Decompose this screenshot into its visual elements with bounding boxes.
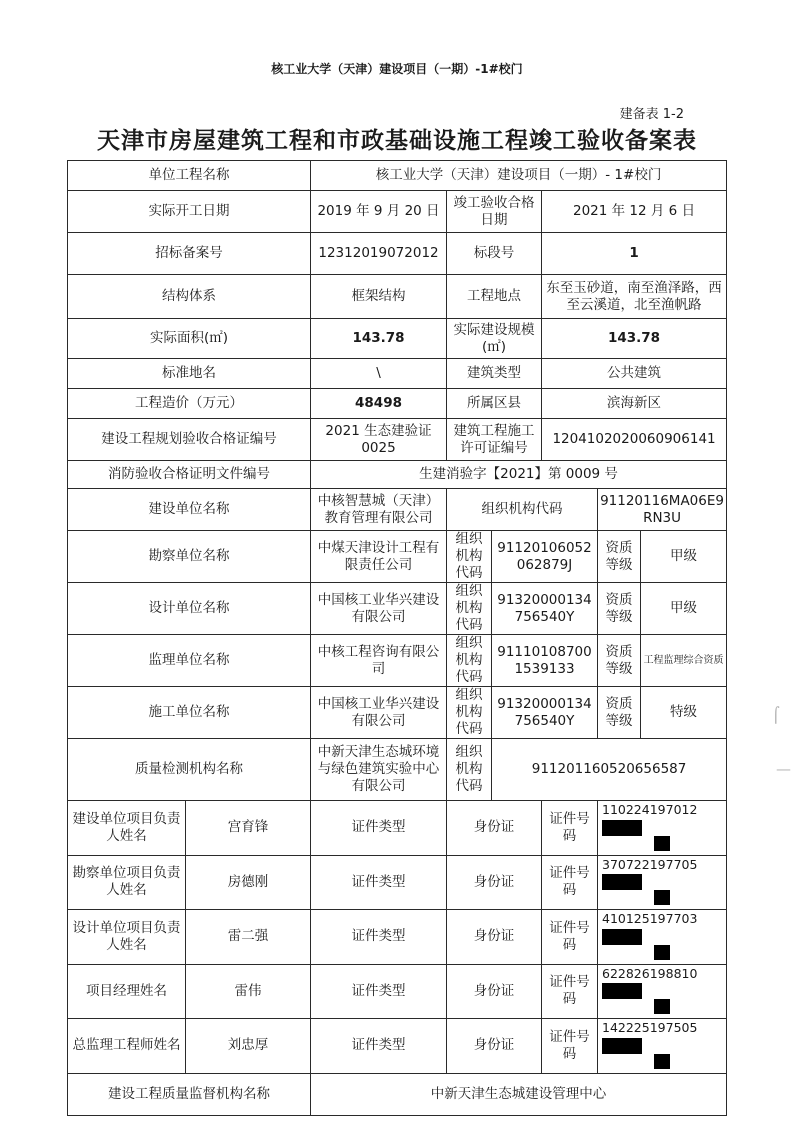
person-role: 建设单位项目负责人姓名 <box>68 801 186 856</box>
label-building-type: 建筑类型 <box>447 359 542 389</box>
cert-no-value <box>598 964 727 1019</box>
id-prefix: 370722197705 <box>602 856 698 872</box>
value-structure: 框架结构 <box>311 275 447 319</box>
label-fire-cert: 消防验收合格证明文件编号 <box>68 461 311 489</box>
value-building-type: 公共建筑 <box>542 359 727 389</box>
qualification-value: 甲级 <box>641 583 727 635</box>
label-location: 工程地点 <box>447 275 542 319</box>
row-unit-supervision <box>68 635 727 687</box>
label-planning-cert: 建设工程规划验收合格证编号 <box>68 419 311 461</box>
cert-no-label: 证件号码 <box>542 964 598 1019</box>
row-area <box>68 319 727 359</box>
value-supervision-org: 中新天津生态城建设管理中心 <box>311 1073 727 1115</box>
redaction-block <box>602 1038 642 1054</box>
redaction-block <box>654 836 670 851</box>
person-role: 总监理工程师姓名 <box>68 1019 186 1074</box>
redaction-block <box>654 945 670 960</box>
org-code-label: 组织机构代码 <box>447 739 492 801</box>
cert-no-value <box>598 855 727 910</box>
org-code-value: 91320000134756540Y <box>492 687 598 739</box>
label-standard-name: 标准地名 <box>68 359 311 389</box>
id-prefix: 110224197012 <box>602 802 698 817</box>
org-code-value: 911201160520656587 <box>492 739 727 801</box>
label-permit: 建筑工程施工许可证编号 <box>447 419 542 461</box>
cert-type-value: 身份证 <box>447 964 542 1019</box>
page-header: 核工业大学（天津）建设项目（一期）-1#校门 <box>271 62 523 76</box>
cert-type-label: 证件类型 <box>311 801 447 856</box>
label-bid-record: 招标备案号 <box>68 233 311 275</box>
org-code-label: 组织机构代码 <box>447 489 598 531</box>
margin-scribble-mark: ⌠ <box>772 706 780 724</box>
cert-type-label: 证件类型 <box>311 910 447 965</box>
row-person <box>68 855 727 910</box>
row-unit-testing <box>68 739 727 801</box>
row-unit-builder <box>68 489 727 531</box>
unit-label: 质量检测机构名称 <box>68 739 311 801</box>
label-unit-project: 单位工程名称 <box>68 161 311 191</box>
org-code-label: 组织机构代码 <box>447 583 492 635</box>
redaction-block <box>654 999 670 1014</box>
redaction-block <box>654 890 670 905</box>
label-acceptance-date: 竣工验收合格日期 <box>447 191 542 233</box>
value-standard-name: \ <box>311 359 447 389</box>
record-table <box>67 160 727 1116</box>
cert-type-value: 身份证 <box>447 855 542 910</box>
unit-label: 设计单位名称 <box>68 583 311 635</box>
row-unit-survey <box>68 531 727 583</box>
row-dates <box>68 191 727 233</box>
unit-name: 中煤天津设计工程有限责任公司 <box>311 531 447 583</box>
value-unit-project: 核工业大学（天津）建设项目（一期）- 1#校门 <box>311 161 727 191</box>
row-structure <box>68 275 727 319</box>
id-prefix: 142225197505 <box>602 1020 698 1035</box>
value-bid-record: 12312019072012 <box>311 233 447 275</box>
redaction-block <box>602 929 642 945</box>
unit-name: 中核工程咨询有限公司 <box>311 635 447 687</box>
qualification-value: 甲级 <box>641 531 727 583</box>
row-person <box>68 964 727 1019</box>
row-supervision-org <box>68 1073 727 1115</box>
cert-no-label: 证件号码 <box>542 801 598 856</box>
unit-label: 建设单位名称 <box>68 489 311 531</box>
person-name: 雷伟 <box>186 964 311 1019</box>
org-code-label: 组织机构代码 <box>447 687 492 739</box>
value-area: 143.78 <box>311 319 447 359</box>
label-structure: 结构体系 <box>68 275 311 319</box>
value-acceptance-date: 2021 年 12 月 6 日 <box>542 191 727 233</box>
label-scale: 实际建设规模(㎡) <box>447 319 542 359</box>
qualification-value: 工程监理综合资质 <box>641 635 727 687</box>
person-role: 项目经理姓名 <box>68 964 186 1019</box>
unit-label: 勘察单位名称 <box>68 531 311 583</box>
org-code-value: 911101087001539133 <box>492 635 598 687</box>
person-role: 勘察单位项目负责人姓名 <box>68 855 186 910</box>
label-start-date: 实际开工日期 <box>68 191 311 233</box>
cert-type-value: 身份证 <box>447 910 542 965</box>
label-area: 实际面积(㎡) <box>68 319 311 359</box>
qualification-value: 特级 <box>641 687 727 739</box>
person-name: 房德刚 <box>186 855 311 910</box>
redaction-block <box>602 820 642 836</box>
org-code-value: 91120106052062879J <box>492 531 598 583</box>
row-person <box>68 801 727 856</box>
value-cost: 48498 <box>311 389 447 419</box>
cert-type-value: 身份证 <box>447 1019 542 1074</box>
unit-label: 施工单位名称 <box>68 687 311 739</box>
value-section-no: 1 <box>542 233 727 275</box>
cert-no-value <box>598 1019 727 1074</box>
qualification-label: 资质等级 <box>598 635 641 687</box>
label-supervision-org: 建设工程质量监督机构名称 <box>68 1073 311 1115</box>
cert-type-value: 身份证 <box>447 801 542 856</box>
cert-no-value <box>598 910 727 965</box>
label-section-no: 标段号 <box>447 233 542 275</box>
id-prefix: 410125197703 <box>602 911 698 926</box>
qualification-label: 资质等级 <box>598 583 641 635</box>
row-cost <box>68 389 727 419</box>
unit-label: 监理单位名称 <box>68 635 311 687</box>
label-cost: 工程造价（万元） <box>68 389 311 419</box>
row-person <box>68 1019 727 1074</box>
row-standard-name <box>68 359 727 389</box>
page-title: 天津市房屋建筑工程和市政基础设施工程竣工验收备案表 <box>97 128 697 154</box>
cert-type-label: 证件类型 <box>311 855 447 910</box>
org-code-label: 组织机构代码 <box>447 635 492 687</box>
row-planning <box>68 419 727 461</box>
form-number: 建备表 1-2 <box>619 107 684 122</box>
row-fire <box>68 461 727 489</box>
row-person <box>68 910 727 965</box>
row-unit-construction <box>68 687 727 739</box>
cert-no-value <box>598 801 727 856</box>
label-district: 所属区县 <box>447 389 542 419</box>
org-code-label: 组织机构代码 <box>447 531 492 583</box>
cert-no-label: 证件号码 <box>542 1019 598 1074</box>
cert-no-label: 证件号码 <box>542 910 598 965</box>
person-role: 设计单位项目负责人姓名 <box>68 910 186 965</box>
unit-name: 中国核工业华兴建设有限公司 <box>311 583 447 635</box>
row-unit-project <box>68 161 727 191</box>
person-name: 刘忠厚 <box>186 1019 311 1074</box>
unit-name: 中国核工业华兴建设有限公司 <box>311 687 447 739</box>
org-code-value: 91120116MA06E9RN3U <box>598 489 727 531</box>
qualification-label: 资质等级 <box>598 531 641 583</box>
cert-type-label: 证件类型 <box>311 1019 447 1074</box>
unit-name: 中新天津生态城环境与绿色建筑实验中心有限公司 <box>311 739 447 801</box>
person-name: 宫育锋 <box>186 801 311 856</box>
value-scale: 143.78 <box>542 319 727 359</box>
cert-type-label: 证件类型 <box>311 964 447 1019</box>
value-start-date: 2019 年 9 月 20 日 <box>311 191 447 233</box>
redaction-block <box>654 1054 670 1069</box>
margin-dash-mark: — <box>776 760 791 778</box>
value-location: 东至玉砂道，南至渔泽路，西至云溪道，北至渔帆路 <box>542 275 727 319</box>
id-prefix: 622826198810 <box>602 965 698 981</box>
redaction-block <box>602 874 642 890</box>
org-code-value: 91320000134756540Y <box>492 583 598 635</box>
value-permit: 1204102020060906141 <box>542 419 727 461</box>
redaction-block <box>602 983 642 999</box>
person-name: 雷二强 <box>186 910 311 965</box>
value-district: 滨海新区 <box>542 389 727 419</box>
row-unit-design <box>68 583 727 635</box>
row-bid <box>68 233 727 275</box>
unit-name: 中核智慧城（天津）教育管理有限公司 <box>311 489 447 531</box>
value-planning-cert: 2021 生态建验证 0025 <box>311 419 447 461</box>
cert-no-label: 证件号码 <box>542 855 598 910</box>
value-fire-cert: 生建消验字【2021】第 0009 号 <box>311 461 727 489</box>
qualification-label: 资质等级 <box>598 687 641 739</box>
